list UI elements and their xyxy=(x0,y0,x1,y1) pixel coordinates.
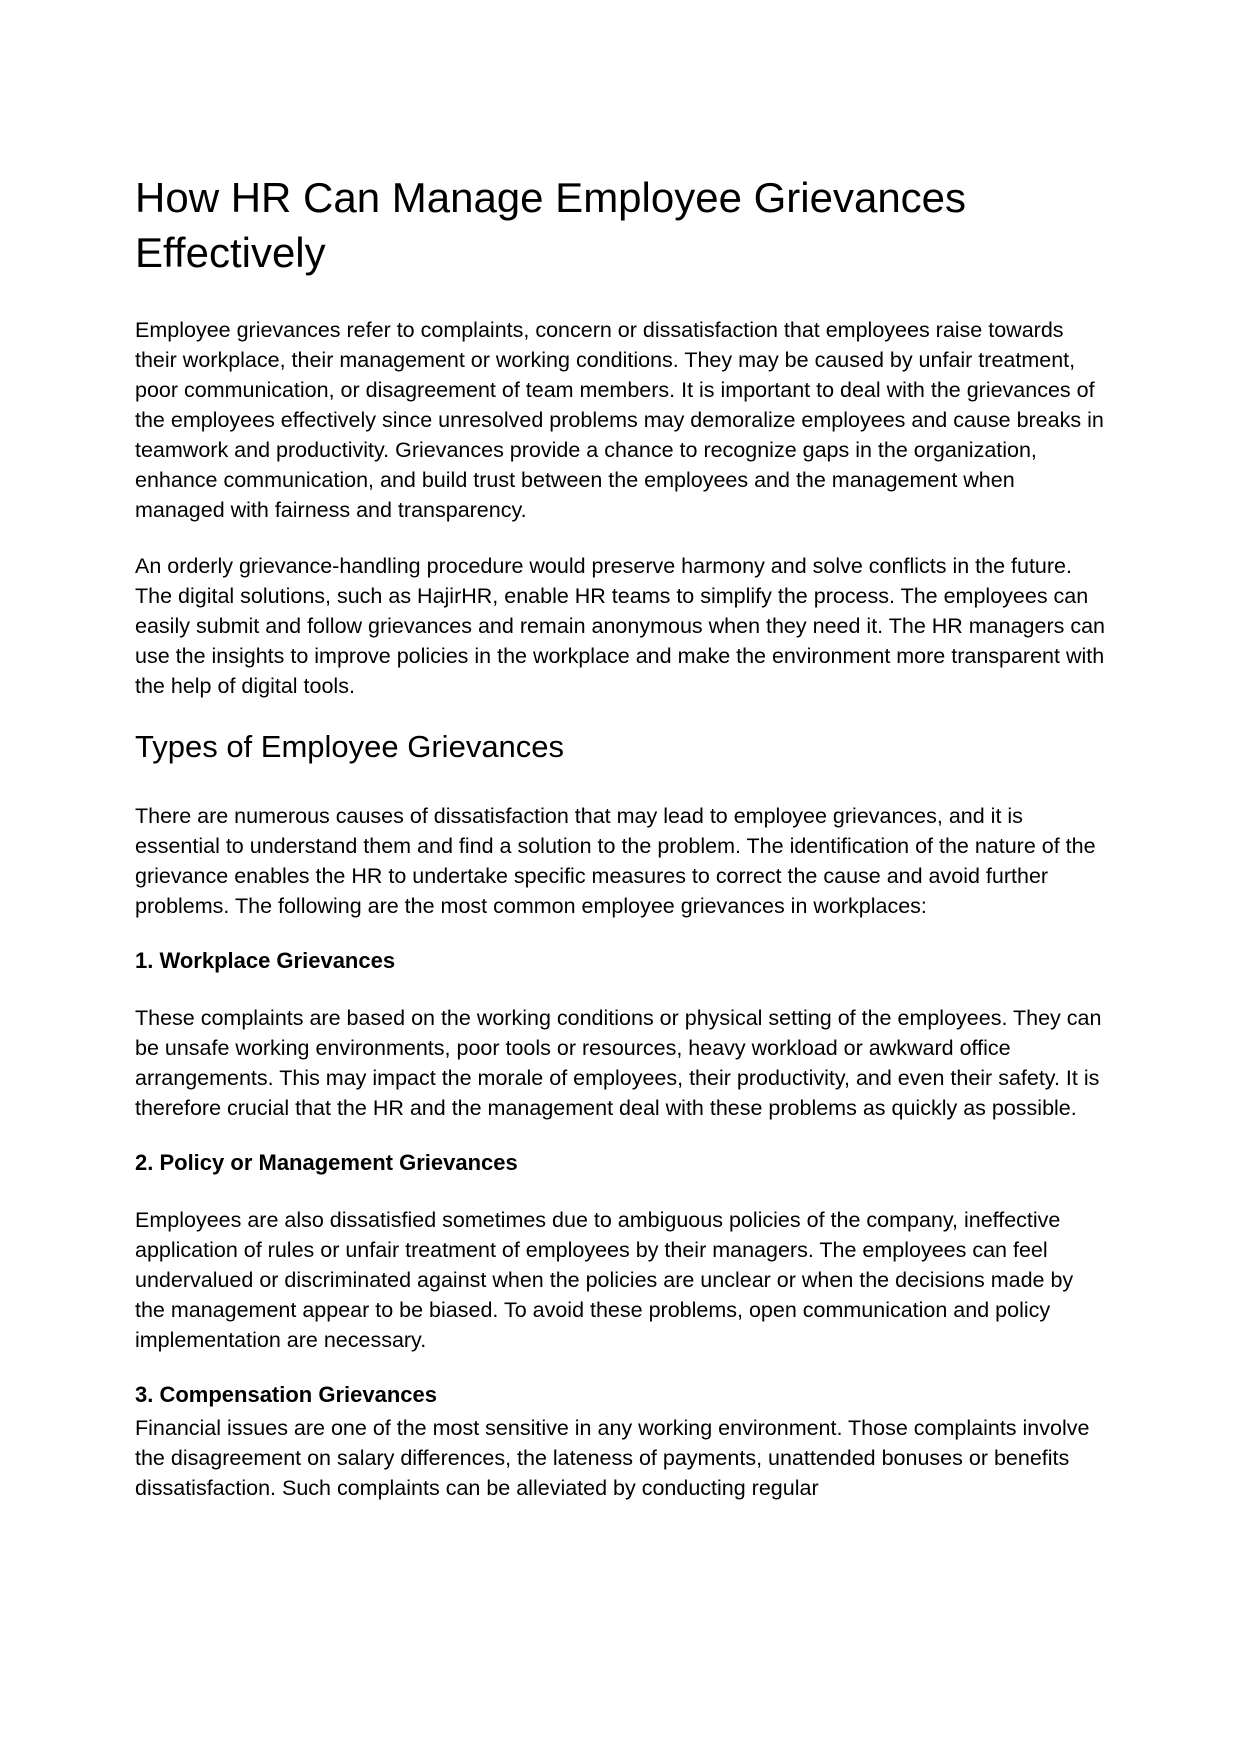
subsection-body-policy-management-grievances: Employees are also dissatisfied sometimes due to ambiguous policies of the company, ineffective application of rules or unfair treatment of employees by their managers. The employees can feel undervalued or discriminated against when the policies are unclear or when the decisions made by the management appear to be biased. To avoid these problems, open communication and policy implementation are necessary. xyxy=(135,1208,1074,1352)
subsection-heading-workplace-grievances: 1. Workplace Grievances xyxy=(135,948,396,973)
document-body xyxy=(135,170,1107,1503)
intro-paragraph-2: An orderly grievance-handling procedure would preserve harmony and solve conflicts in the future. The digital solutions, such as HajirHR, enable HR teams to simplify the process. The employees can easily submit and follow grievances and remain anonymous when they need it. The HR managers can use the insights to improve policies in the workplace and make the environment more transparent with the help of digital tools. xyxy=(135,554,1106,698)
section-intro-paragraph: There are numerous causes of dissatisfaction that may lead to employee grievances, and it is essential to understand them and find a solution to the problem. The identification of the nature of the grievance enables the HR to undertake specific measures to correct the cause and avoid further problems. The following are the most common employee grievances in workplaces: xyxy=(135,804,1096,918)
intro-paragraph-1: Employee grievances refer to complaints, concern or dissatisfaction that employees raise towards their workplace, their management or working conditions. They may be caused by unfair treatment, poor communication, or disagreement of team members. It is important to deal with the grievances of the employees effectively since unresolved problems may demoralize employees and cause breaks in teamwork and productivity. Grievances provide a chance to recognize gaps in the organization, enhance communication, and build trust between the employees and the management when managed with fairness and transparency. xyxy=(135,318,1104,522)
subsection-heading-compensation-grievances: 3. Compensation Grievances xyxy=(135,1382,437,1407)
document-title: How HR Can Manage Employee Grievances Effectively xyxy=(135,174,967,276)
subsection-heading-policy-management-grievances: 2. Policy or Management Grievances xyxy=(135,1150,518,1175)
section-heading-types-of-grievances: Types of Employee Grievances xyxy=(135,729,565,764)
subsection-body-compensation-grievances: Financial issues are one of the most sensitive in any working environment. Those complaints involve the disagreement on salary differences, the lateness of payments, unattended bonuses or benefits dissatisfaction. Such complaints can be alleviated by conducting regular xyxy=(135,1416,1090,1500)
subsection-body-workplace-grievances: These complaints are based on the working conditions or physical setting of the employees. They can be unsafe working environments, poor tools or resources, heavy workload or awkward office arrangements. This may impact the morale of employees, their productivity, and even their safety. It is therefore crucial that the HR and the management deal with these problems as quickly as possible. xyxy=(135,1006,1102,1120)
